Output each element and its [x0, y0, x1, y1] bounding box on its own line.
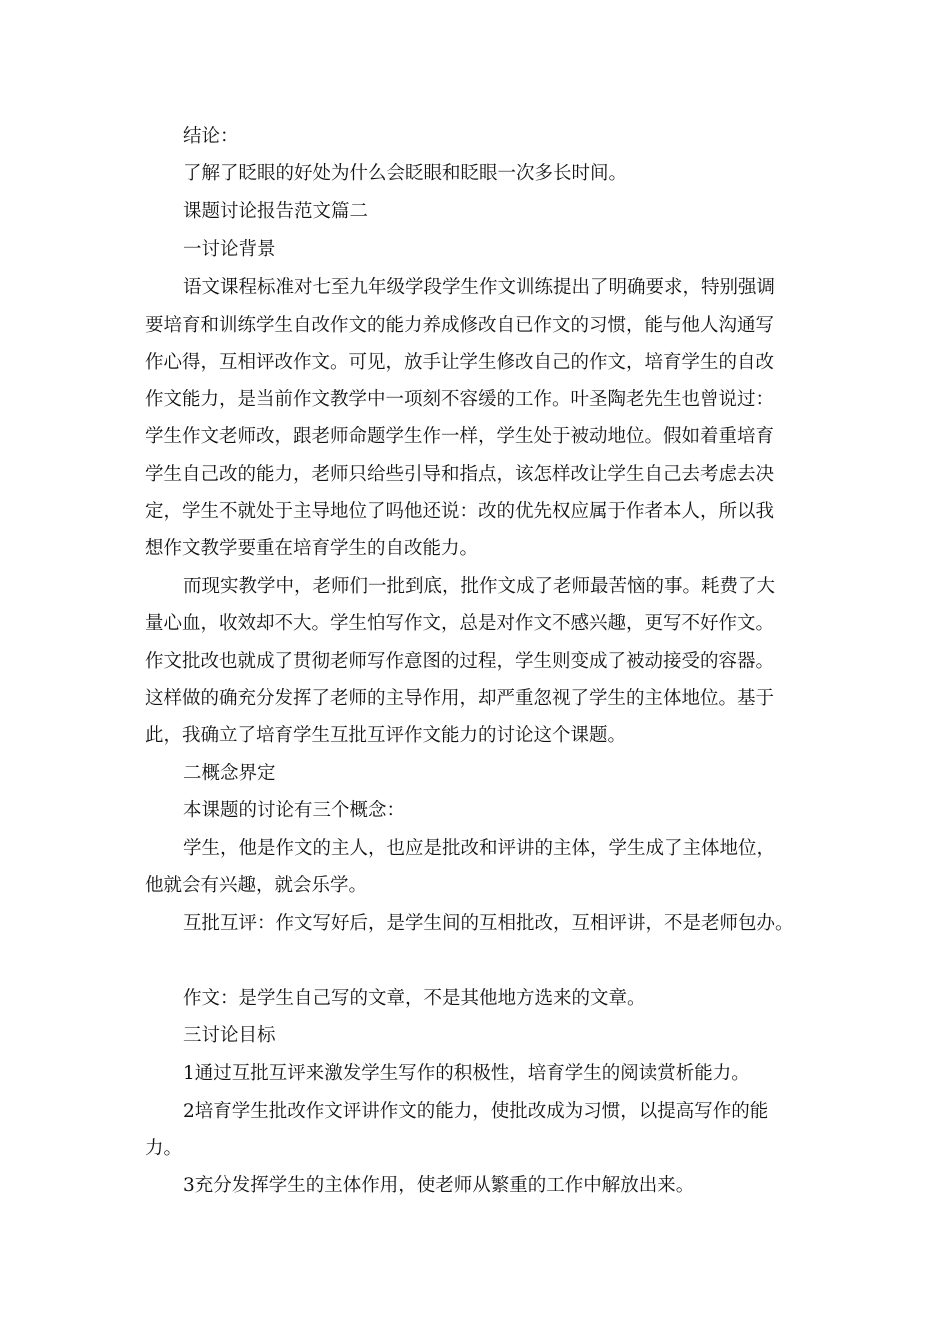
list-item: 2培育学生批改作文评讲作文的能力，使批改成为习惯，以提高写作的能: [183, 1101, 769, 1122]
paragraph-line: 量心血，收效却不大。学生怕写作文，总是对作文不感兴趣，更写不好作文。: [145, 613, 775, 634]
paragraph-line: 要培育和训练学生自改作文的能力养成修改自已作文的习惯，能与他人沟通写: [145, 315, 775, 336]
section-heading-background: 一讨论背景: [183, 239, 276, 260]
paragraph-line: 互批互评：作文写好后，是学生间的互相批改，互相评讲，不是老师包办。: [183, 913, 794, 934]
paragraph-line: 学生作文老师改，跟老师命题学生作一样，学生处于被动地位。假如着重培育: [145, 426, 775, 447]
paragraph-line: 学生自己改的能力，老师只给些引导和指点，该怎样改让学生自己去考虑去决: [145, 464, 775, 485]
paragraph-line: 而现实教学中，老师们一批到底，批作文成了老师最苦恼的事。耗费了大: [183, 576, 776, 597]
conclusion-heading: 结论：: [183, 126, 239, 147]
paragraph-line: 作心得，互相评改作文。可见，放手让学生修改自己的作文，培育学生的自改: [145, 352, 775, 373]
paragraph-line: 他就会有兴趣，就会乐学。: [145, 875, 368, 896]
paragraph-line: 学生，他是作文的主人，也应是批改和评讲的主体，学生成了主体地位，: [183, 838, 776, 859]
paragraph-line: 本课题的讨论有三个概念：: [183, 800, 406, 821]
paragraph-line: 想作文教学要重在培育学生的自改能力。: [145, 538, 479, 559]
paragraph-line: 作文：是学生自己写的文章，不是其他地方选来的文章。: [183, 988, 646, 1009]
list-item: 3充分发挥学生的主体作用，使老师从繁重的工作中解放出来。: [183, 1175, 695, 1196]
paragraph-line: 语文课程标准对七至九年级学段学生作文训练提出了明确要求，特别强调: [183, 277, 776, 298]
list-item-continuation: 力。: [145, 1138, 183, 1159]
paragraph-line: 此，我确立了培育学生互批互评作文能力的讨论这个课题。: [145, 725, 627, 746]
paragraph-line: 这样做的确充分发挥了老师的主导作用，却严重忽视了学生的主体地位。基于: [145, 688, 775, 709]
section-heading-concepts: 二概念界定: [183, 763, 276, 784]
section-title: 课题讨论报告范文篇二: [183, 201, 369, 222]
section-heading-goals: 三讨论目标: [183, 1025, 276, 1046]
paragraph-line: 了解了眨眼的好处为什么会眨眼和眨眼一次多长时间。: [183, 163, 628, 184]
paragraph-line: 作文批改也就成了贯彻老师写作意图的过程，学生则变成了被动接受的容器。: [145, 651, 775, 672]
paragraph-line: 定，学生不就处于主导地位了吗他还说：改的优先权应属于作者本人，所以我: [145, 501, 775, 522]
paragraph-line: 作文能力，是当前作文教学中一项刻不容缓的工作。叶圣陶老先生也曾说过：: [145, 389, 775, 410]
list-item: 1通过互批互评来激发学生写作的积极性，培育学生的阅读赏析能力。: [183, 1063, 750, 1084]
